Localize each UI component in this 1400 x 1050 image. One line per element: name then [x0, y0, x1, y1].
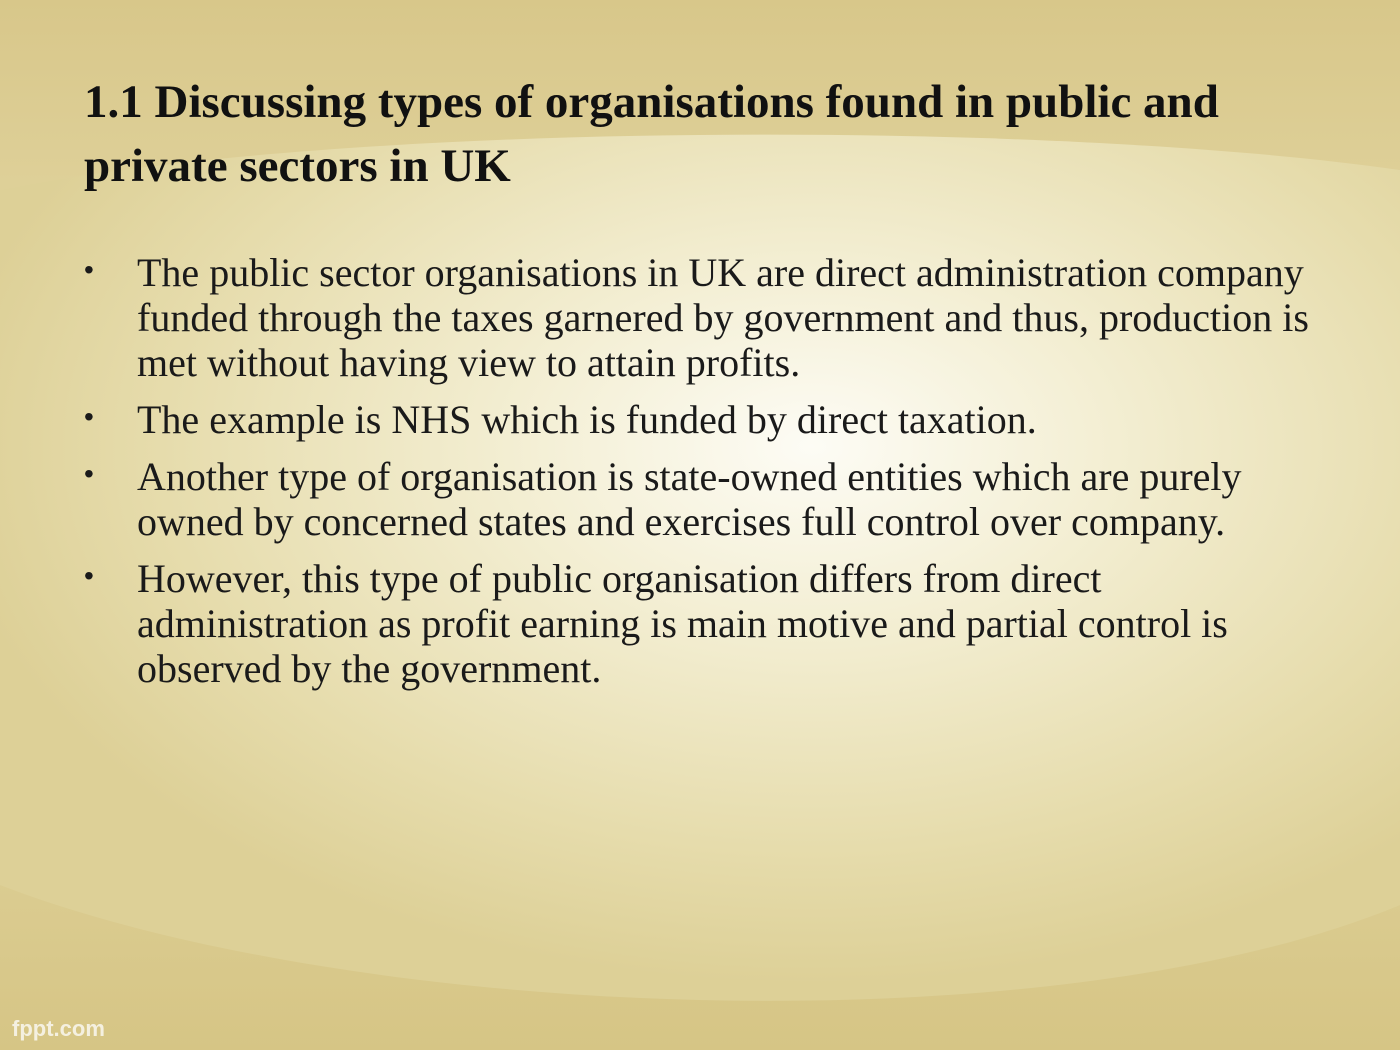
bullet-text: However, this type of public organisation differs from direct administration as profit earning is main motive and partial control is observed by the government. — [137, 556, 1228, 691]
slide-title: 1.1 Discussing types of organisations found in public and private sectors in UK — [84, 76, 1219, 192]
bullet-text: The public sector organisations in UK are direct administration company funded through the taxes garnered by government and thus, production is met without having view to attain profits. — [137, 250, 1309, 385]
bullet-item — [84, 454, 1314, 544]
bullet-text: Another type of organisation is state-owned entities which are purely owned by concerned states and exercises full control over company. — [137, 454, 1242, 544]
bullet-list — [84, 250, 1314, 703]
bullet-item — [84, 556, 1314, 691]
bullet-text: The example is NHS which is funded by direct taxation. — [137, 397, 1037, 442]
bullet-icon: • — [84, 458, 94, 489]
bullet-item — [84, 397, 1314, 442]
bullet-icon: • — [84, 401, 94, 432]
bullet-icon: • — [84, 560, 94, 591]
bullet-item — [84, 250, 1314, 385]
watermark-logo: fppt.com — [12, 1016, 105, 1041]
bullet-icon: • — [84, 254, 94, 285]
